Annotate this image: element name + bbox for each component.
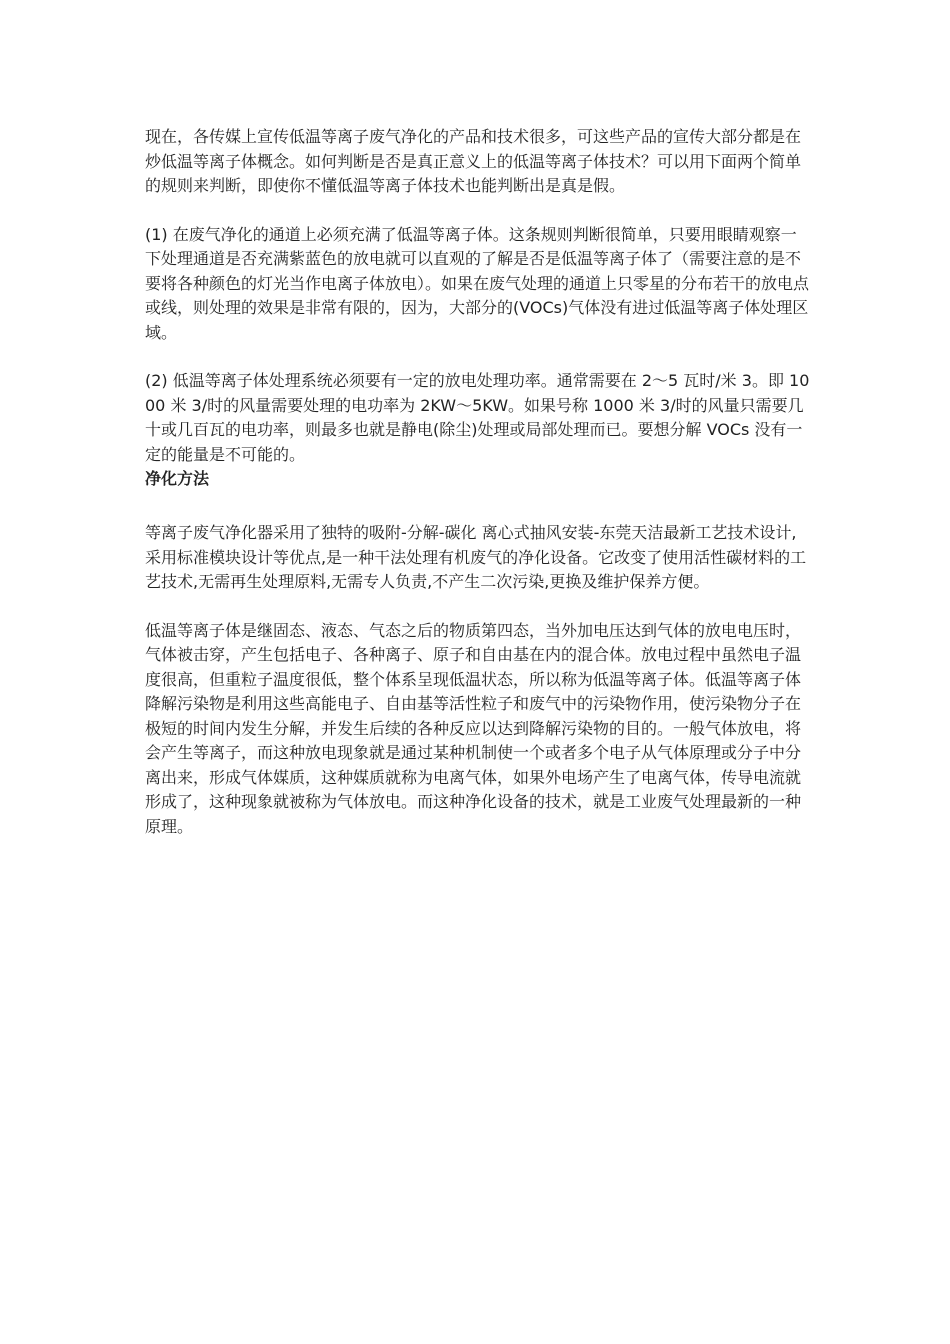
method-paragraph: 等离子废气净化器采用了独特的吸附-分解-碳化 离心式抽风安装-东莞天洁最新工艺技术设计,采用标准模块设计等优点,是一种干法处理有机废气的净化设备。它改变了使用活性碳材料的工艺技术,无需再生处理原料,无需专人负责,不产生二次污染,更换及维护保养方便。 — [145, 523, 807, 591]
intro-paragraph: 现在，各传媒上宣传低温等离子废气净化的产品和技术很多，可这些产品的宣传大部分都是在炒低温等离子体概念。如何判断是否是真正意义上的低温等离子体技术？可以用下面两个简单的规则来判断，即使你不懂低温等离子体技术也能判断出是真是假。 — [145, 127, 802, 195]
plasma-paragraph: 低温等离子体是继固态、液态、气态之后的物质第四态，当外加电压达到气体的放电电压时，气体被击穿，产生包括电子、各种离子、原子和自由基在内的混合体。放电过程中虽然电子温度很高，但重粒子温度很低，整个体系呈现低温状态，所以称为低温等离子体。低温等离子体降解污染物是利用这些高能电子、自由基等活性粒子和废气中的污染物作用，使污染物分子在极短的时间内发生分解，并发生后续的各种反应以达到降解污染物的目的。一般气体放电，将会产生等离子，而这种放电现象就是通过某种机制使一个或者多个电子从气体原理或分子中分离出来，形成气体媒质，这种媒质就称为电离气体，如果外电场产生了电离气体，传导电流就形成了，这种现象就被称为气体放电。而这种净化设备的技术，就是工业废气处理最新的一种原理。 — [145, 620, 802, 836]
section-heading: 净化方法 — [145, 469, 210, 488]
document-page — [145, 125, 810, 839]
rule-1-paragraph: (1) 在废气净化的通道上必须充满了低温等离子体。这条规则判断很简单，只要用眼睛观察一下处理通道是否充满紫蓝色的放电就可以直观的了解是否是低温等离子体了（需要注意的是不要将各种颜色的灯光当作电离子体放电）。如果在废气处理的通道上只零星的分布若干的放电点或线，则处理的效果是非常有限的，因为，大部分的(VOCs)气体没有进过低温等离子体处理区域。 — [145, 224, 810, 342]
rule-2-paragraph: (2) 低温等离子体处理系统必须要有一定的放电处理功率。通常需要在 2～5 瓦时/米 3。即 1000 米 3/时的风量需要处理的电功率为 2KW～5KW。如果号称 1000 米 3/时的风量只需要几十或几百瓦的电功率，则最多也就是静电(除尘)处理或局部处理而已。要想分解 VOCs 没有一定的能量是不可能的。 — [145, 371, 810, 464]
